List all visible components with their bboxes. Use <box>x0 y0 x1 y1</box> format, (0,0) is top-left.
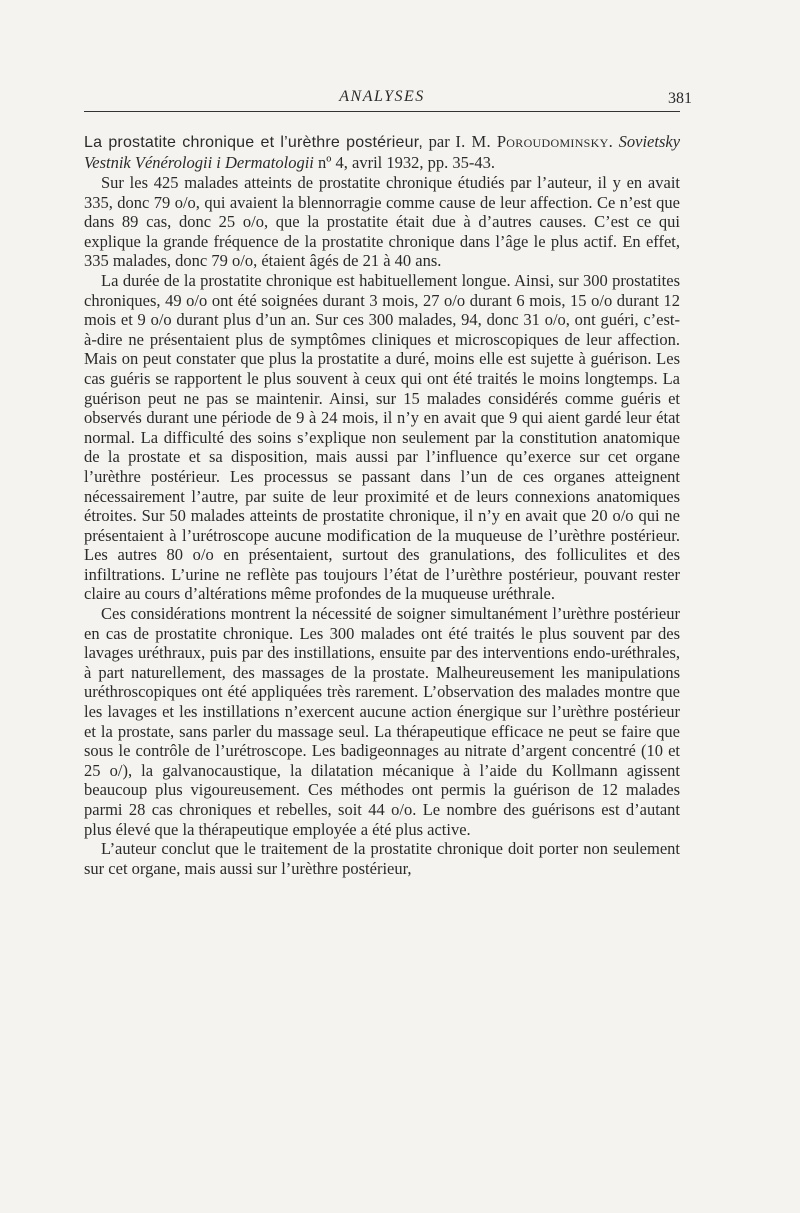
page-number: 381 <box>668 90 692 107</box>
article-reference: nº 4, avril 1932, pp. 35-43. <box>318 153 496 172</box>
section-title: ANALYSES <box>339 88 425 105</box>
paragraph: Sur les 425 malades atteints de prostatite chronique étudiés par l’auteur, il y en avait 335, donc 79 o/o, qui avaient la blennorragie comme cause de leur affection. Ce n’est que dans 89 cas, donc 25 o/o, que la prostatite était due à d’autres causes. C’est ce qui explique la grande fréquence de la prostatite chronique dans l’âge le plus actif. En effet, 335 malades, donc 79 o/o, étaient âgés de 21 à 40 ans. <box>84 173 680 271</box>
running-header <box>84 88 692 110</box>
article-journal: Sovietsky Vestnik Vénérologii i Dermatologii <box>84 132 681 172</box>
article-title: La prostatite chronique et l’urèthre postérieur, <box>84 134 424 151</box>
header-rule <box>84 111 680 112</box>
paragraph: L’auteur conclut que le traitement de la prostatite chronique doit porter non seulement sur cet organe, mais aussi sur l’urèthre postérieur, <box>84 839 680 878</box>
paragraph: La durée de la prostatite chronique est habituellement longue. Ainsi, sur 300 prostatites chroniques, 49 o/o ont été soignées durant 3 mois, 27 o/o durant 6 mois, 15 o/o durant 12 mois et 9 o/o durant plus d’un an. Sur ces 300 malades, 94, donc 31 o/o, ont guéri, c’est-à-dire ne présentaient plus de symptômes cliniques et microscopiques de leur affection. Mais on peut constater que plus la prostatite a duré, moins elle est sujette à guérison. Les cas guéris se rapportent le plus souvent à ceux qui ont été traités le moins longtemps. La guérison peut ne pas se maintenir. Ainsi, sur 15 malades considérés comme guéris et observés durant une période de 9 à 24 mois, il n’y en avait que 9 qui aient gardé leur état normal. La difficulté des soins s’explique non seulement par la constitution anatomique de la prostate et sa disposition, mais aussi par l’influence qu’exerce sur cet organe l’urèthre postérieur. Les processus se passant dans l’un de ces organes atteignent nécessairement l’autre, par suite de leur proximité et de leurs connexions anatomiques étroites. Sur 50 malades atteints de prostatite chronique, il n’y en avait que 20 o/o qui ne présentaient à l’urétroscope aucune modification de la muqueuse de l’urèthre postérieur. Les autres 80 o/o en présentaient, surtout des granulations, des folliculites et des infiltrations. L’urine ne reflète pas toujours l’état de l’urèthre postérieur, pouvant rester claire au cours d’altérations même profondes de la muqueuse uréthrale. <box>84 270 680 604</box>
paragraph: Ces considérations montrent la nécessité de soigner simultanément l’urèthre postérieur en cas de prostatite chronique. Les 300 malades ont été traités le plus souvent par des lavages uréthraux, puis par des instillations, ensuite par des interventions endo-uréthrales, à part naturellement, des massages de la prostate. Malheureusement les manipulations uréthroscopiques ont été appliquées très rarement. L’observation des malades montre que les lavages et les instillations n’exercent aucune action énergique sur l’urèthre postérieur et la prostate, sans parler du massage seul. La thérapeutique efficace ne peut se faire que sous le contrôle de l’urétroscope. Les badigeonnages au nitrate d’argent concentré (10 et 25 o/), la galvanocaustique, la dilatation mécanique à l’aide du Kollmann agissent beaucoup plus vigoureusement. Ces méthodes ont permis la guérison de 12 malades parmi 28 cas chroniques et rebelles, soit 44 o/o. Le nombre des guérisons est d’autant plus élevé que la thérapeutique employée a été plus active. <box>84 604 680 839</box>
article-heading <box>84 132 680 173</box>
article-by: par <box>428 132 450 151</box>
page <box>84 88 692 878</box>
article-author: I. M. Poroudominsky. <box>455 132 614 151</box>
article-body <box>84 132 680 878</box>
